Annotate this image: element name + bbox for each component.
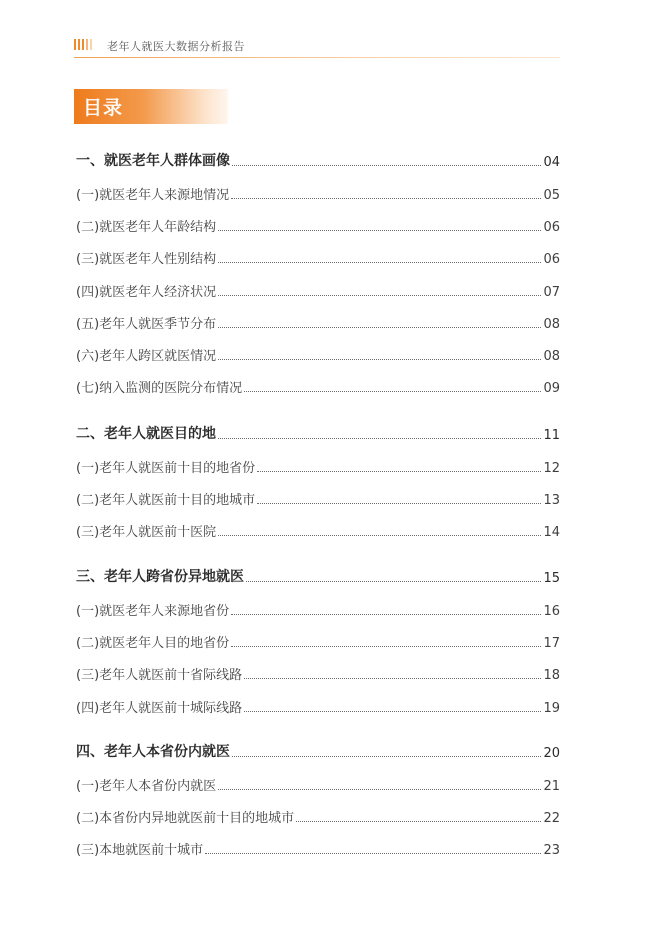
toc-item-entry[interactable] bbox=[76, 696, 560, 716]
toc-leader bbox=[296, 820, 541, 822]
toc-section-title: 一、就医老年人群体画像 bbox=[76, 153, 230, 169]
toc-item-title: (一)就医老年人来源地情况 bbox=[76, 188, 230, 203]
toc-page-number: 18 bbox=[543, 668, 560, 684]
toc-item-title: (四)老年人就医前十城际线路 bbox=[76, 700, 243, 716]
toc-page-number: 07 bbox=[543, 284, 560, 300]
toc-item-entry[interactable] bbox=[76, 520, 560, 540]
toc-page-number: 08 bbox=[543, 349, 560, 364]
toc-leader bbox=[244, 390, 541, 392]
toc-item-entry[interactable] bbox=[76, 247, 560, 267]
toc-page-number: 23 bbox=[543, 843, 560, 859]
toc-leader bbox=[218, 294, 541, 296]
toc-leader bbox=[257, 502, 541, 504]
toc-title: 目录 bbox=[83, 97, 124, 119]
toc-page-number: 06 bbox=[543, 220, 560, 236]
toc-page-number: 20 bbox=[543, 746, 560, 761]
toc-section-title: 二、老年人就医目的地 bbox=[76, 426, 216, 442]
toc-item-title: (三)就医老年人性别结构 bbox=[76, 252, 217, 268]
toc-leader bbox=[232, 164, 541, 166]
page-header bbox=[74, 36, 560, 58]
toc-page-number: 06 bbox=[543, 252, 560, 268]
toc-page-number: 16 bbox=[543, 604, 560, 619]
toc-item-entry[interactable] bbox=[76, 183, 560, 203]
toc-item-entry[interactable] bbox=[76, 631, 560, 651]
toc-page-number: 13 bbox=[543, 493, 560, 509]
toc-banner bbox=[74, 89, 228, 124]
toc-item-entry[interactable] bbox=[76, 599, 560, 619]
toc-page-number: 21 bbox=[543, 779, 560, 794]
toc-leader bbox=[231, 645, 541, 647]
toc-page-number: 11 bbox=[543, 428, 560, 443]
toc-leader bbox=[218, 358, 541, 360]
toc-item-entry[interactable] bbox=[76, 312, 560, 332]
toc-item-entry[interactable] bbox=[76, 215, 560, 235]
toc-item-title: (一)老年人就医前十目的地省份 bbox=[76, 461, 256, 476]
header-divider bbox=[74, 57, 560, 58]
toc-leader bbox=[218, 788, 541, 790]
toc-section-title: 四、老年人本省份内就医 bbox=[76, 744, 230, 760]
toc-leader bbox=[218, 326, 541, 328]
toc-item-entry[interactable] bbox=[76, 456, 560, 476]
toc-item-entry[interactable] bbox=[76, 488, 560, 508]
toc-section-entry[interactable] bbox=[76, 566, 560, 586]
toc-item-entry[interactable] bbox=[76, 663, 560, 683]
toc-item-title: (四)就医老年人经济状况 bbox=[76, 284, 217, 300]
toc-item-title: (六)老年人跨区就医情况 bbox=[76, 349, 217, 364]
toc-item-title: (七)纳入监测的医院分布情况 bbox=[76, 381, 243, 397]
toc-leader bbox=[232, 755, 541, 757]
header-bars-icon bbox=[74, 39, 92, 50]
toc-item-entry[interactable] bbox=[76, 280, 560, 300]
toc-page-number: 05 bbox=[543, 188, 560, 203]
toc-item-title: (一)老年人本省份内就医 bbox=[76, 779, 217, 794]
toc-item-entry[interactable] bbox=[76, 838, 560, 858]
toc-leader bbox=[218, 437, 541, 439]
toc-leader bbox=[231, 197, 541, 199]
toc-leader bbox=[218, 261, 541, 263]
toc-section-entry[interactable] bbox=[76, 741, 560, 761]
toc-item-title: (五)老年人就医季节分布 bbox=[76, 316, 217, 332]
toc-item-title: (二)就医老年人目的地省份 bbox=[76, 636, 230, 652]
toc-item-entry[interactable] bbox=[76, 376, 560, 396]
toc-item-entry[interactable] bbox=[76, 806, 560, 826]
toc-item-title: (二)本省份内异地就医前十目的地城市 bbox=[76, 811, 295, 827]
toc-item-title: (二)老年人就医前十目的地城市 bbox=[76, 493, 256, 509]
toc-leader bbox=[218, 534, 541, 536]
toc-leader bbox=[205, 852, 541, 854]
toc-page-number: 15 bbox=[543, 571, 560, 586]
toc-leader bbox=[257, 470, 541, 472]
toc-item-title: (三)老年人就医前十省际线路 bbox=[76, 668, 243, 684]
toc-leader bbox=[244, 677, 541, 679]
toc-item-title: (一)就医老年人来源地省份 bbox=[76, 604, 230, 619]
toc-page-number: 22 bbox=[543, 811, 560, 827]
toc-leader bbox=[231, 613, 541, 615]
toc-section-entry[interactable] bbox=[76, 150, 560, 170]
toc-page-number: 17 bbox=[543, 636, 560, 652]
toc-item-title: (二)就医老年人年龄结构 bbox=[76, 220, 217, 236]
toc-page-number: 08 bbox=[543, 316, 560, 332]
toc-item-title: (三)老年人就医前十医院 bbox=[76, 525, 217, 541]
toc-page-number: 04 bbox=[543, 155, 560, 170]
toc-section-title: 三、老年人跨省份异地就医 bbox=[76, 569, 244, 585]
toc-leader bbox=[244, 710, 541, 712]
toc-page-number: 09 bbox=[543, 381, 560, 397]
toc-section-entry[interactable] bbox=[76, 423, 560, 443]
toc-leader bbox=[218, 229, 541, 231]
header-title: 老年人就医大数据分析报告 bbox=[107, 40, 245, 53]
toc-item-title: (三)本地就医前十城市 bbox=[76, 843, 204, 859]
toc-item-entry[interactable] bbox=[76, 774, 560, 794]
toc-page-number: 14 bbox=[543, 525, 560, 541]
toc-leader bbox=[246, 580, 541, 582]
toc-page-number: 12 bbox=[543, 461, 560, 476]
toc-page-number: 19 bbox=[543, 700, 560, 716]
toc-item-entry[interactable] bbox=[76, 344, 560, 364]
